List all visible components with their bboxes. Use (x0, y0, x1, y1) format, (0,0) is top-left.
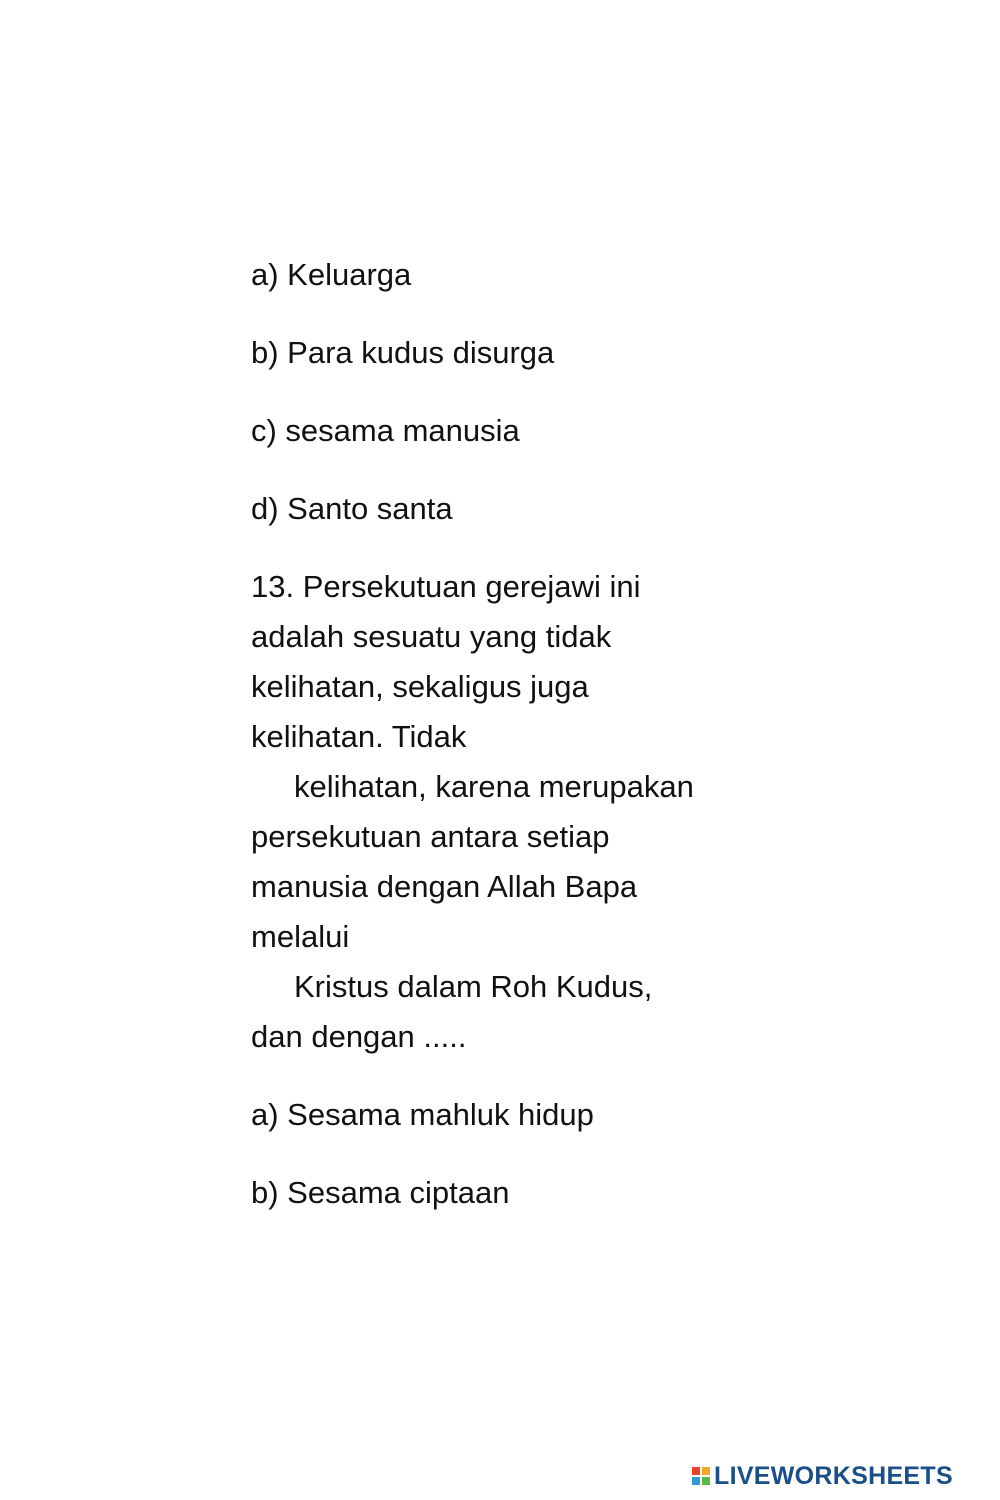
liveworksheets-logo-icon (692, 1467, 710, 1485)
logo-square-blue (692, 1477, 700, 1485)
answer-option-a[interactable]: a) Keluarga (251, 257, 412, 292)
logo-square-orange (702, 1467, 710, 1475)
question-line: 13. Persekutuan gerejawi ini (251, 569, 641, 604)
answer-option-c[interactable]: c) sesama manusia (251, 413, 520, 448)
question-line: persekutuan antara setiap (251, 819, 610, 854)
liveworksheets-logo-text: LIVEWORKSHEETS (714, 1461, 953, 1490)
liveworksheets-logo (692, 1458, 953, 1494)
question-line: melalui (251, 919, 350, 954)
logo-square-red (692, 1467, 700, 1475)
question-line: kelihatan. Tidak (251, 719, 467, 754)
logo-square-green (702, 1477, 710, 1485)
answer-option-a[interactable]: a) Sesama mahluk hidup (251, 1097, 594, 1132)
question-line: Kristus dalam Roh Kudus, (294, 969, 653, 1004)
question-13 (251, 562, 811, 1062)
question-line: manusia dengan Allah Bapa (251, 869, 638, 904)
answer-option-b[interactable]: b) Sesama ciptaan (251, 1175, 510, 1210)
answer-option-d[interactable]: d) Santo santa (251, 491, 453, 526)
answer-option-b[interactable]: b) Para kudus disurga (251, 335, 555, 370)
question-line: adalah sesuatu yang tidak (251, 619, 612, 654)
question-line: kelihatan, karena merupakan (294, 769, 694, 804)
question-line: kelihatan, sekaligus juga (251, 669, 589, 704)
worksheet-content (251, 250, 811, 1246)
question-line: dan dengan ..... (251, 1019, 467, 1054)
